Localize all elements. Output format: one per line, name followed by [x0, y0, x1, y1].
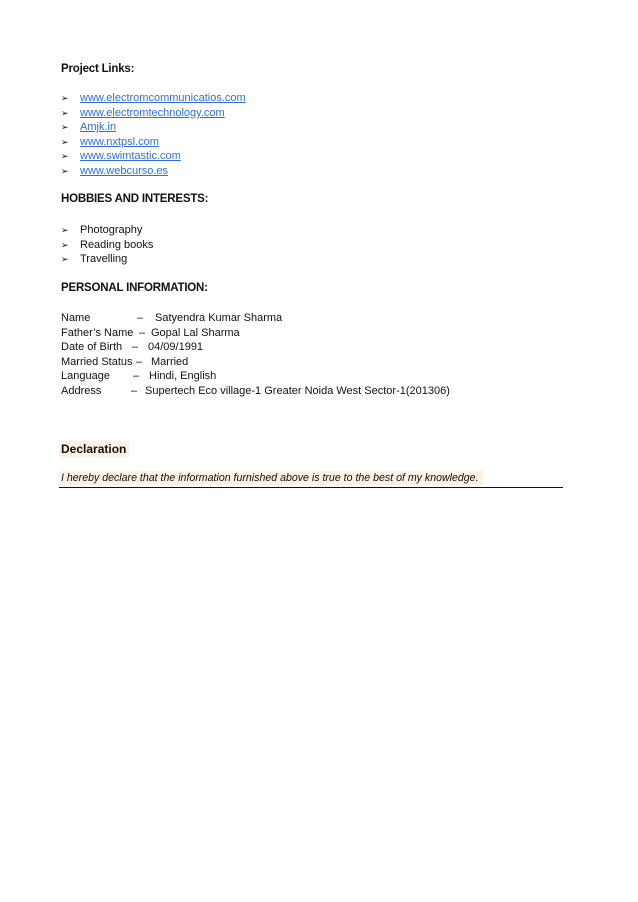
info-dash: – — [133, 370, 140, 382]
info-row-dob — [61, 340, 481, 355]
arrow-bullet-icon: ➢ — [61, 239, 69, 250]
project-link-5[interactable]: www.swimtastic.com — [80, 150, 181, 163]
arrow-bullet-icon: ➢ — [61, 225, 69, 235]
info-row-address — [61, 384, 481, 399]
info-value: Satyendra Kumar Sharma — [155, 312, 283, 324]
info-label: Language — [61, 370, 110, 382]
arrow-bullet-icon: ➢ — [61, 93, 69, 103]
declaration-underline — [59, 487, 563, 488]
hobby-item: Reading books — [80, 238, 154, 251]
project-links-list — [61, 91, 246, 179]
project-link-6[interactable]: www.webcurso.es — [80, 164, 169, 177]
info-label: Father’s Name — [61, 326, 134, 339]
info-row-father — [61, 326, 481, 341]
declaration-text: I hereby declare that the information furnished above is true to the best of my knowledge. — [59, 471, 483, 485]
list-item — [61, 106, 246, 121]
hobbies-heading: HOBBIES AND INTERESTS: — [61, 193, 209, 205]
info-dash: – — [137, 312, 144, 324]
project-link-4[interactable]: www.nxtpsl.com — [80, 135, 159, 148]
info-dash: – — [136, 355, 143, 368]
info-value: Hindi, English — [149, 370, 217, 382]
info-label: Name — [61, 312, 91, 324]
project-link-1[interactable]: www.electromcommunicatios.com — [80, 92, 246, 104]
list-item — [61, 223, 153, 238]
list-item — [61, 252, 153, 267]
hobby-item: Travelling — [80, 253, 128, 266]
list-item — [61, 91, 246, 106]
arrow-bullet-icon: ➢ — [61, 165, 69, 176]
info-dash: – — [139, 326, 146, 339]
info-value: Supertech Eco village-1 Greater Noida West Sector-1(201306) — [145, 384, 450, 397]
info-row-name — [61, 311, 481, 326]
declaration-title: Declaration — [59, 441, 129, 457]
info-value: Married — [151, 355, 189, 368]
project-links-heading: Project Links: — [61, 63, 135, 75]
list-item — [61, 149, 246, 164]
project-link-2[interactable]: www.electromtechnology.com — [80, 106, 225, 119]
arrow-bullet-icon: ➢ — [61, 136, 69, 147]
info-label: Address — [61, 384, 102, 397]
arrow-bullet-icon: ➢ — [61, 122, 69, 133]
info-label: Married Status — [61, 355, 133, 368]
hobbies-list — [61, 223, 153, 267]
info-label: Date of Birth — [61, 341, 123, 353]
info-dash: – — [131, 384, 138, 397]
arrow-bullet-icon: ➢ — [61, 254, 69, 265]
arrow-bullet-icon: ➢ — [61, 107, 69, 118]
hobby-item: Photography — [80, 224, 143, 236]
arrow-bullet-icon: ➢ — [61, 151, 69, 162]
info-value: Gopal Lal Sharma — [151, 326, 240, 339]
info-dash: – — [132, 341, 139, 353]
info-value: 04/09/1991 — [148, 341, 204, 353]
personal-info-heading: PERSONAL INFORMATION: — [61, 282, 208, 294]
list-item — [61, 135, 246, 150]
project-link-3[interactable]: Amjk.in — [80, 121, 117, 134]
info-row-married — [61, 355, 481, 370]
personal-info-table — [61, 311, 481, 398]
info-row-language — [61, 369, 481, 384]
list-item — [61, 238, 153, 253]
list-item — [61, 120, 246, 135]
list-item — [61, 164, 246, 179]
